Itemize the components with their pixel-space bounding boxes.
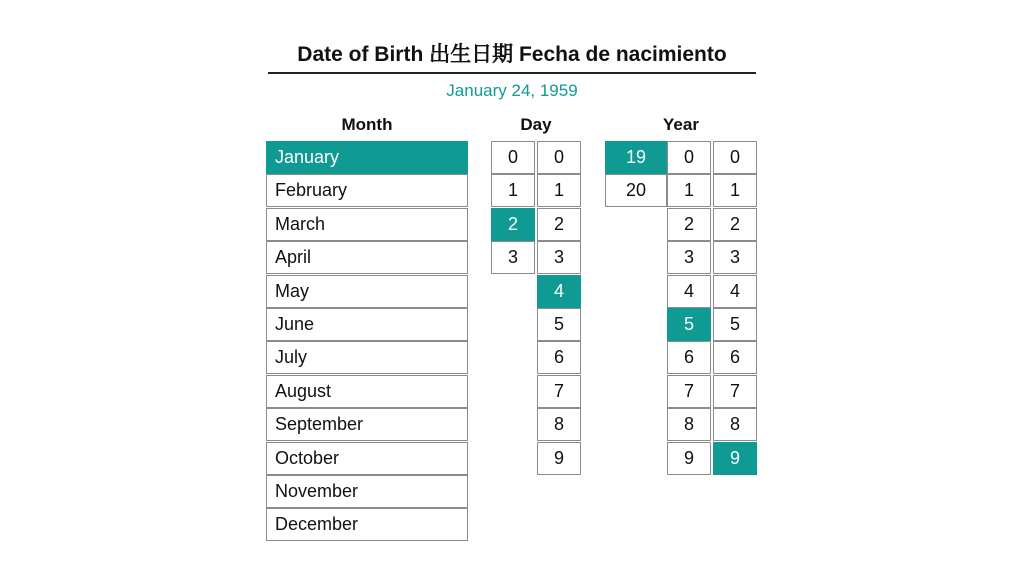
month-option-february[interactable]: February (266, 174, 468, 207)
month-option-december[interactable]: December (266, 508, 468, 541)
month-option-april[interactable]: April (266, 241, 468, 274)
month-option-july[interactable]: July (266, 341, 468, 374)
year-units-option[interactable]: 9 (713, 442, 757, 475)
day-units-option[interactable]: 8 (537, 408, 581, 441)
year-tens-option[interactable]: 4 (667, 275, 711, 308)
day-tens-option[interactable]: 1 (491, 174, 535, 207)
day-units-option[interactable]: 0 (537, 141, 581, 174)
year-tens-option[interactable]: 5 (667, 308, 711, 341)
year-tens-option[interactable]: 9 (667, 442, 711, 475)
day-units-option[interactable]: 5 (537, 308, 581, 341)
month-option-november[interactable]: November (266, 475, 468, 508)
year-units-option[interactable]: 1 (713, 174, 757, 207)
year-century-option[interactable]: 19 (605, 141, 667, 174)
day-units-option[interactable]: 3 (537, 241, 581, 274)
month-option-may[interactable]: May (266, 275, 468, 308)
day-units-option[interactable]: 4 (537, 275, 581, 308)
month-option-august[interactable]: August (266, 375, 468, 408)
month-column-header: Month (341, 115, 393, 134)
year-units-option[interactable]: 7 (713, 375, 757, 408)
year-column-header: Year (663, 115, 699, 134)
month-option-january[interactable]: January (266, 141, 468, 174)
day-units-option[interactable]: 6 (537, 341, 581, 374)
year-tens-option[interactable]: 0 (667, 141, 711, 174)
month-option-june[interactable]: June (266, 308, 468, 341)
year-tens-option[interactable]: 7 (667, 375, 711, 408)
month-option-october[interactable]: October (266, 442, 468, 475)
day-tens-option[interactable]: 2 (491, 208, 535, 241)
month-option-september[interactable]: September (266, 408, 468, 441)
year-century-option[interactable]: 20 (605, 174, 667, 207)
page-title: Date of Birth 出生日期 Fecha de nacimiento (268, 40, 756, 74)
day-units-option[interactable]: 1 (537, 174, 581, 207)
day-units-option[interactable]: 2 (537, 208, 581, 241)
day-tens-option[interactable]: 0 (491, 141, 535, 174)
year-units-option[interactable]: 0 (713, 141, 757, 174)
year-units-option[interactable]: 6 (713, 341, 757, 374)
year-tens-option[interactable]: 6 (667, 341, 711, 374)
year-units-option[interactable]: 5 (713, 308, 757, 341)
month-option-march[interactable]: March (266, 208, 468, 241)
year-tens-option[interactable]: 1 (667, 174, 711, 207)
year-tens-option[interactable]: 8 (667, 408, 711, 441)
year-units-option[interactable]: 2 (713, 208, 757, 241)
year-tens-option[interactable]: 2 (667, 208, 711, 241)
year-units-option[interactable]: 8 (713, 408, 757, 441)
year-tens-option[interactable]: 3 (667, 241, 711, 274)
day-column-header: Day (520, 115, 552, 134)
day-tens-option[interactable]: 3 (491, 241, 535, 274)
year-units-option[interactable]: 4 (713, 275, 757, 308)
selected-date-label: January 24, 1959 (446, 81, 578, 100)
day-units-option[interactable]: 9 (537, 442, 581, 475)
year-units-option[interactable]: 3 (713, 241, 757, 274)
day-units-option[interactable]: 7 (537, 375, 581, 408)
